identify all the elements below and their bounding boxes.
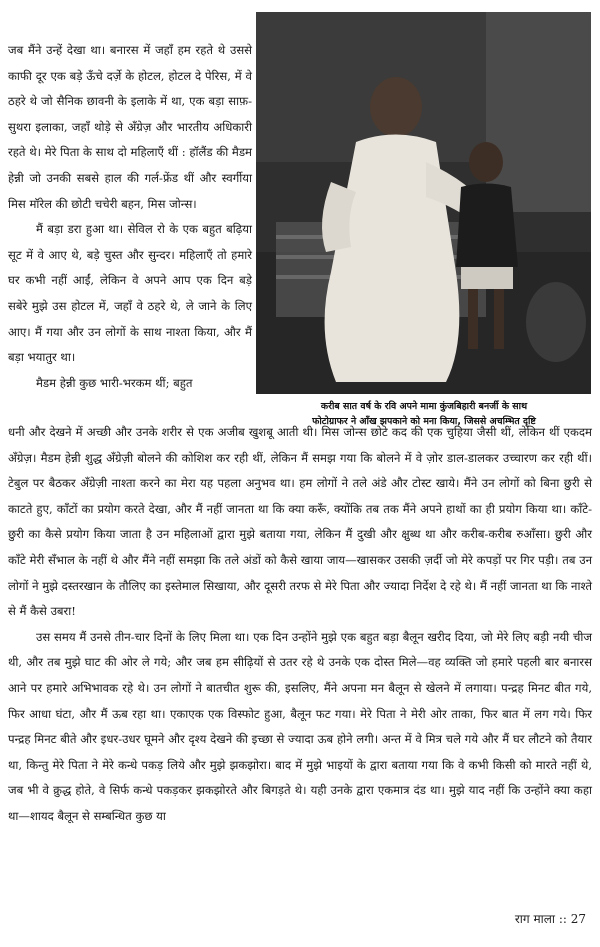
page-footer: राग माला :: 27 [514,912,586,926]
paragraph-3-continued: धनी और देखने में अच्छी और उनके शरीर से एक अजीब खुशबू आती थी। मिस जोन्स छोटे कद की एक चुहिया जैसी थीं, लेकिन थीं एकदम अँग्रेज़। मैडम हेन्नी शुद्ध अँग्रेज़ी बोलने की कोशिश कर रही थीं, लेकिन मैं समझ गया कि बोलने में वे ज़ोर डाल-डालकर उच्चारण कर रही थीं। टेबुल पर बैठकर अँग्रेज़ी नाश्ता करने का मेरा यह पहला अनुभव था। हम लोगों ने तले अंडे और टोस्ट खाये। मैंने उन लोगों को बिना छुरी से काटते हुए, काँटों का प्रयोग करते देखा, और मैं नहीं जानता था कि क्या करूँ, क्योंकि तब तक मैंने अपने हाथों का ही प्रयोग किया था। काँटे-छुरी का कैसे प्रयोग किया जाता है उन महिलाओं द्वारा मुझे बताया गया, लेकिन मैं दुखी और क्षुब्ध था और करीब-करीब रुआँसा। छुरी और काँटे मेरी सँभाल के नहीं थे और मैंने नहीं समझा कि तले अंडों को कैसे खाया जाय—खासकर उसकी ज़र्दी जो मेरे कपड़ों पर गिर पड़ी। तब उन लोगों ने मुझे दस्तरखान के तौलिए का इस्तेमाल सिखाया, और दूसरी तरफ से मेरे पिता और ज्यादा निर्देश दे रहे थे। मैं नहीं जानता था कि नाश्ते से मैं कैसे उबरा! [8,425,592,619]
paragraph-1: जब मैंने उन्हें देखा था। बनारस में जहाँ हम रहते थे उससे काफी दूर एक बड़े ऊँचे दर्ज़े के होटल, होटल दे पेरिस, में वे ठहरे थे जो सैनिक छावनी के इलाके में था, एक बड़ा साफ़-सुथरा इलाका, जहाँ थोड़े से अँग्रेज़ और भारतीय अधिकारी रहते थे। मेरे पिता के साथ दो महिलाएँ थीं : हॉलैंड की मैडम हेन्नी जो उनकी सबसे हाल की गर्ल-फ्रेंड थीं और स्वर्गीया मिस मॉरेल की छोटी चचेरी बहन, मिस जोन्स। [8,43,252,211]
full-width-text [8,420,592,830]
photo-illustration [256,12,591,394]
caption-line-1: करीब सात वर्ष के रवि अपने मामा कुंजबिहारी बनर्जी के साथ [320,401,528,412]
paragraph-2: मैं बड़ा डरा हुआ था। सेविल रो के एक बहुत बढ़िया सूट में वे आए थे, बड़े चुस्त और सुन्दर। महिलाएँ तो हमारे घर कभी नहीं आईं, लेकिन वे अपने आप एक दिन बड़े सबेरे मुझे उस होटल में, जहाँ वे ठहरे थे, ले जाने के लिए आए। मैं गया और उन लोगों के साथ नाश्ता किया, और मैं बड़ा भयातुर था। [8,222,252,365]
paragraph-3-start: मैडम हेन्नी कुछ भारी-भरकम थीं; बहुत [36,375,193,390]
photograph [256,12,591,394]
left-text-column [8,38,252,396]
caption-line-2: फोटोग्राफर ने आँख झपकाने को मना किया, जिससे अचम्भित दृष्टि [312,416,536,427]
paragraph-4: उस समय मैं उनसे तीन-चार दिनों के लिए मिला था। एक दिन उन्होंने मुझे एक बहुत बड़ा बैलून खरीद दिया, जो मेरे लिए बड़ी नयी चीज थी, और तब मुझे घाट की ओर ले गये; और जब हम सीढ़ियों से उतर रहे थे उनके एक दोस्त मिले—वह व्यक्ति जो हमारे पहली बार बनारस आने पर हमारे अभिभावक रहे थे। उन लोगों ने बातचीत शुरू की, इसलिए, मैंने अपना मन बैलून से खेलने में लगाया। पन्द्रह मिनट बीत गये, फिर आधा घंटा, और मैं ऊब रहा था। एकाएक एक विस्फोट हुआ, बैलून फट गया। मेरे पिता ने मेरी ओर ताका, फिर बात में लग गये। फिर पन्द्रह मिनट बीते और इधर-उधर घूमने और दृश्य देखने की इच्छा से ज्यादा ऊब होने लगी। अन्त में वे मित्र चले गये और मैं घर लौटने को तैयार था, किन्तु मेरे पिता ने मेरे कन्धे पकड़ लिये और मुझे झकझोरा। बाद में मुझे भाइयों के द्वारा बताया गया कि वे कभी किसी को मारते नहीं थे, जब भी वे क्रुद्ध होते, वे सिर्फ कन्धे पकड़कर झकझोरते और बिगड़ते थे। यही उनके द्वारा एकमात्र दंड था। मुझे याद नहीं कि उन्होंने क्या कहा था—शायद बैलून से सम्बन्धित कुछ या [8,629,592,823]
